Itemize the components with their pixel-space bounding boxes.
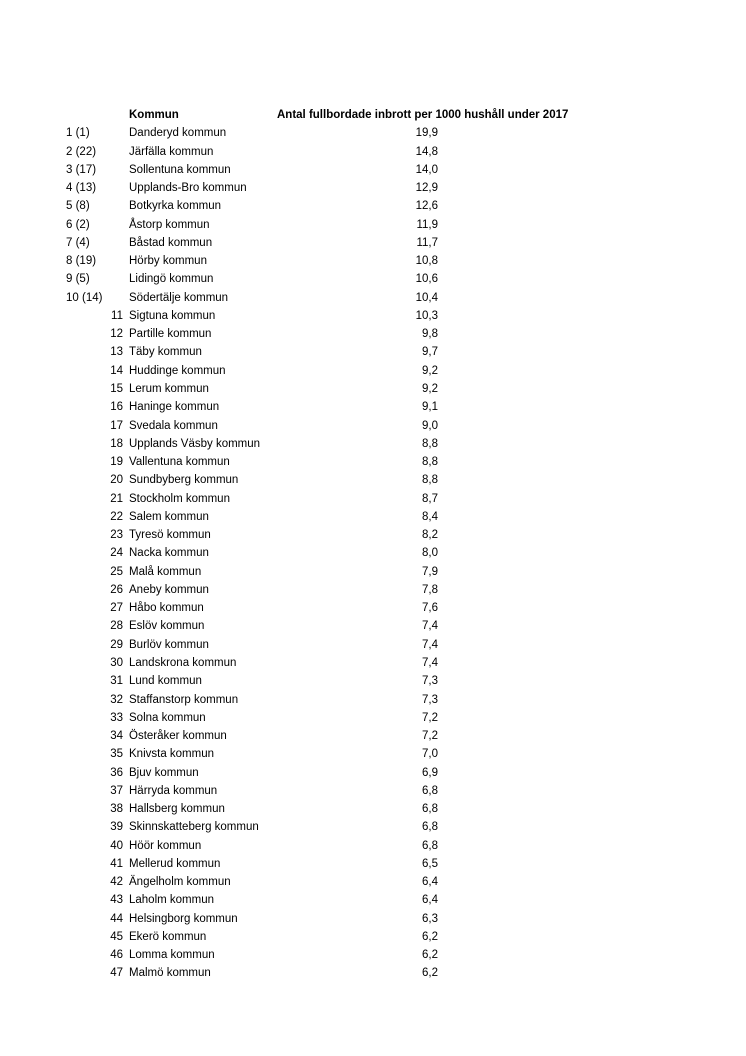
table-row <box>0 873 746 891</box>
value-cell: 9,0 <box>422 419 438 432</box>
value-cell: 10,6 <box>415 273 438 286</box>
table-row <box>0 672 746 690</box>
value-cell: 6,5 <box>422 857 438 870</box>
kommun-cell: Burlöv kommun <box>129 638 209 651</box>
table-row <box>0 289 746 307</box>
kommun-column-header: Kommun <box>129 109 179 121</box>
value-cell: 9,2 <box>422 364 438 377</box>
rank-cell: 10 (14) <box>66 291 103 304</box>
rank-cell: 47 <box>110 967 123 980</box>
kommun-cell: Ängelholm kommun <box>129 876 231 889</box>
table-body <box>0 124 746 982</box>
table-row <box>0 508 746 526</box>
kommun-cell: Södertälje kommun <box>129 291 229 304</box>
table-row <box>0 599 746 617</box>
table-row <box>0 490 746 508</box>
table-row <box>0 727 746 745</box>
value-cell: 8,0 <box>422 547 438 560</box>
rank-cell: 23 <box>110 529 123 542</box>
rank-cell: 7 (4) <box>66 236 90 249</box>
table-row <box>0 964 746 982</box>
kommun-cell: Skinnskatteberg kommun <box>129 821 259 834</box>
table-row <box>0 380 746 398</box>
kommun-cell: Hallsberg kommun <box>129 803 225 816</box>
rank-cell: 46 <box>110 949 123 962</box>
kommun-cell: Båstad kommun <box>129 236 213 249</box>
kommun-cell: Malå kommun <box>129 565 202 578</box>
kommun-cell: Hörby kommun <box>129 255 207 268</box>
rank-cell: 39 <box>110 821 123 834</box>
value-cell: 7,4 <box>422 620 438 633</box>
value-cell: 7,3 <box>422 675 438 688</box>
table-row <box>0 343 746 361</box>
kommun-cell: Järfälla kommun <box>129 145 214 158</box>
rank-cell: 41 <box>110 857 123 870</box>
value-cell: 8,2 <box>422 529 438 542</box>
rank-cell: 31 <box>110 675 123 688</box>
kommun-cell: Täby kommun <box>129 346 202 359</box>
kommun-cell: Malmö kommun <box>129 967 211 980</box>
table-row <box>0 471 746 489</box>
value-cell: 14,8 <box>415 145 438 158</box>
rank-cell: 12 <box>110 328 123 341</box>
kommun-cell: Upplands-Bro kommun <box>129 182 247 195</box>
table-row <box>0 818 746 836</box>
table-row <box>0 891 746 909</box>
table-row <box>0 526 746 544</box>
table-row <box>0 362 746 380</box>
table-row <box>0 398 746 416</box>
rank-cell: 36 <box>110 766 123 779</box>
table-row <box>0 837 746 855</box>
value-cell: 7,4 <box>422 638 438 651</box>
table-row <box>0 435 746 453</box>
rank-cell: 5 (8) <box>66 200 90 213</box>
value-cell: 6,2 <box>422 949 438 962</box>
rank-cell: 25 <box>110 565 123 578</box>
table-row <box>0 654 746 672</box>
table-row <box>0 928 746 946</box>
value-cell: 9,8 <box>422 328 438 341</box>
kommun-cell: Helsingborg kommun <box>129 912 238 925</box>
kommun-cell: Nacka kommun <box>129 547 209 560</box>
kommun-cell: Landskrona kommun <box>129 656 237 669</box>
rank-cell: 4 (13) <box>66 182 97 195</box>
kommun-cell: Härryda kommun <box>129 784 218 797</box>
value-cell: 7,0 <box>422 748 438 761</box>
value-cell: 7,8 <box>422 583 438 596</box>
value-column-header: Antal fullbordade inbrott per 1000 hushåll under 2017 <box>277 109 569 121</box>
value-cell: 6,8 <box>422 784 438 797</box>
table-row <box>0 417 746 435</box>
table-row <box>0 764 746 782</box>
kommun-cell: Solna kommun <box>129 711 206 724</box>
kommun-cell: Stockholm kommun <box>129 492 230 505</box>
table-header-row <box>0 106 746 124</box>
rank-cell: 33 <box>110 711 123 724</box>
spreadsheet-table <box>0 106 746 983</box>
table-row <box>0 800 746 818</box>
rank-cell: 6 (2) <box>66 218 90 231</box>
kommun-cell: Lidingö kommun <box>129 273 214 286</box>
rank-cell: 20 <box>110 474 123 487</box>
kommun-cell: Danderyd kommun <box>129 127 227 140</box>
value-cell: 6,2 <box>422 930 438 943</box>
table-row <box>0 709 746 727</box>
kommun-cell: Aneby kommun <box>129 583 209 596</box>
rank-cell: 19 <box>110 456 123 469</box>
rank-cell: 29 <box>110 638 123 651</box>
rank-cell: 38 <box>110 803 123 816</box>
value-cell: 11,7 <box>416 236 438 249</box>
table-row <box>0 946 746 964</box>
rank-cell: 32 <box>110 693 123 706</box>
value-cell: 6,8 <box>422 839 438 852</box>
table-row <box>0 179 746 197</box>
value-cell: 9,1 <box>422 401 438 414</box>
rank-cell: 18 <box>110 437 123 450</box>
kommun-cell: Lerum kommun <box>129 382 209 395</box>
rank-cell: 35 <box>110 748 123 761</box>
kommun-cell: Knivsta kommun <box>129 748 215 761</box>
kommun-cell: Tyresö kommun <box>129 529 211 542</box>
value-cell: 9,7 <box>422 346 438 359</box>
rank-cell: 45 <box>110 930 123 943</box>
rank-cell: 11 <box>111 309 123 322</box>
value-cell: 8,7 <box>422 492 438 505</box>
value-cell: 8,8 <box>422 456 438 469</box>
kommun-cell: Upplands Väsby kommun <box>129 437 261 450</box>
kommun-cell: Botkyrka kommun <box>129 200 222 213</box>
value-cell: 12,6 <box>415 200 438 213</box>
value-cell: 19,9 <box>415 127 438 140</box>
kommun-cell: Haninge kommun <box>129 401 220 414</box>
value-cell: 6,2 <box>422 967 438 980</box>
value-cell: 7,3 <box>422 693 438 706</box>
kommun-cell: Laholm kommun <box>129 894 215 907</box>
rank-cell: 24 <box>110 547 123 560</box>
kommun-cell: Partille kommun <box>129 328 212 341</box>
rank-cell: 28 <box>110 620 123 633</box>
table-row <box>0 581 746 599</box>
rank-cell: 2 (22) <box>66 145 97 158</box>
rank-cell: 26 <box>110 583 123 596</box>
rank-cell: 42 <box>110 876 123 889</box>
value-cell: 7,6 <box>422 602 438 615</box>
value-cell: 6,3 <box>422 912 438 925</box>
rank-cell: 37 <box>110 784 123 797</box>
kommun-cell: Åstorp kommun <box>129 218 210 231</box>
value-cell: 10,3 <box>415 309 438 322</box>
rank-cell: 14 <box>110 364 123 377</box>
value-cell: 8,8 <box>422 474 438 487</box>
value-cell: 6,8 <box>422 821 438 834</box>
table-row <box>0 143 746 161</box>
table-row <box>0 216 746 234</box>
table-row <box>0 617 746 635</box>
kommun-cell: Lund kommun <box>129 675 202 688</box>
value-cell: 6,4 <box>422 876 438 889</box>
value-cell: 10,4 <box>415 291 438 304</box>
value-cell: 6,8 <box>422 803 438 816</box>
table-row <box>0 325 746 343</box>
kommun-cell: Staffanstorp kommun <box>129 693 239 706</box>
rank-cell: 27 <box>110 602 123 615</box>
rank-cell: 15 <box>110 382 123 395</box>
value-cell: 7,4 <box>422 656 438 669</box>
table-row <box>0 544 746 562</box>
table-row <box>0 691 746 709</box>
table-row <box>0 270 746 288</box>
rank-cell: 1 (1) <box>66 127 90 140</box>
table-row <box>0 855 746 873</box>
value-cell: 8,8 <box>422 437 438 450</box>
rank-cell: 30 <box>110 656 123 669</box>
table-row <box>0 745 746 763</box>
kommun-cell: Lomma kommun <box>129 949 215 962</box>
kommun-cell: Svedala kommun <box>129 419 218 432</box>
table-row <box>0 252 746 270</box>
kommun-cell: Ekerö kommun <box>129 930 207 943</box>
table-row <box>0 782 746 800</box>
kommun-cell: Sundbyberg kommun <box>129 474 239 487</box>
table-row <box>0 234 746 252</box>
value-cell: 14,0 <box>415 163 438 176</box>
table-row <box>0 124 746 142</box>
value-cell: 11,9 <box>416 218 438 231</box>
table-row <box>0 197 746 215</box>
value-cell: 6,4 <box>422 894 438 907</box>
rank-cell: 13 <box>110 346 123 359</box>
table-row <box>0 910 746 928</box>
kommun-cell: Bjuv kommun <box>129 766 199 779</box>
table-row <box>0 563 746 581</box>
rank-cell: 9 (5) <box>66 273 90 286</box>
value-cell: 8,4 <box>422 510 438 523</box>
kommun-cell: Salem kommun <box>129 510 209 523</box>
table-row <box>0 636 746 654</box>
value-cell: 7,2 <box>422 711 438 724</box>
rank-cell: 44 <box>110 912 123 925</box>
rank-cell: 21 <box>110 492 123 505</box>
kommun-cell: Höör kommun <box>129 839 202 852</box>
rank-cell: 34 <box>110 730 123 743</box>
rank-cell: 3 (17) <box>66 163 97 176</box>
rank-cell: 43 <box>110 894 123 907</box>
kommun-cell: Mellerud kommun <box>129 857 221 870</box>
kommun-cell: Österåker kommun <box>129 730 227 743</box>
kommun-cell: Sigtuna kommun <box>129 309 216 322</box>
table-row <box>0 307 746 325</box>
value-cell: 7,2 <box>422 730 438 743</box>
kommun-cell: Eslöv kommun <box>129 620 205 633</box>
value-cell: 6,9 <box>422 766 438 779</box>
rank-cell: 22 <box>110 510 123 523</box>
value-cell: 10,8 <box>415 255 438 268</box>
value-cell: 7,9 <box>422 565 438 578</box>
kommun-cell: Sollentuna kommun <box>129 163 231 176</box>
value-cell: 12,9 <box>415 182 438 195</box>
kommun-cell: Vallentuna kommun <box>129 456 230 469</box>
table-row <box>0 453 746 471</box>
value-cell: 9,2 <box>422 382 438 395</box>
rank-cell: 8 (19) <box>66 255 97 268</box>
table-row <box>0 161 746 179</box>
kommun-cell: Håbo kommun <box>129 602 204 615</box>
kommun-cell: Huddinge kommun <box>129 364 226 377</box>
rank-cell: 17 <box>110 419 123 432</box>
rank-cell: 16 <box>110 401 123 414</box>
rank-cell: 40 <box>110 839 123 852</box>
